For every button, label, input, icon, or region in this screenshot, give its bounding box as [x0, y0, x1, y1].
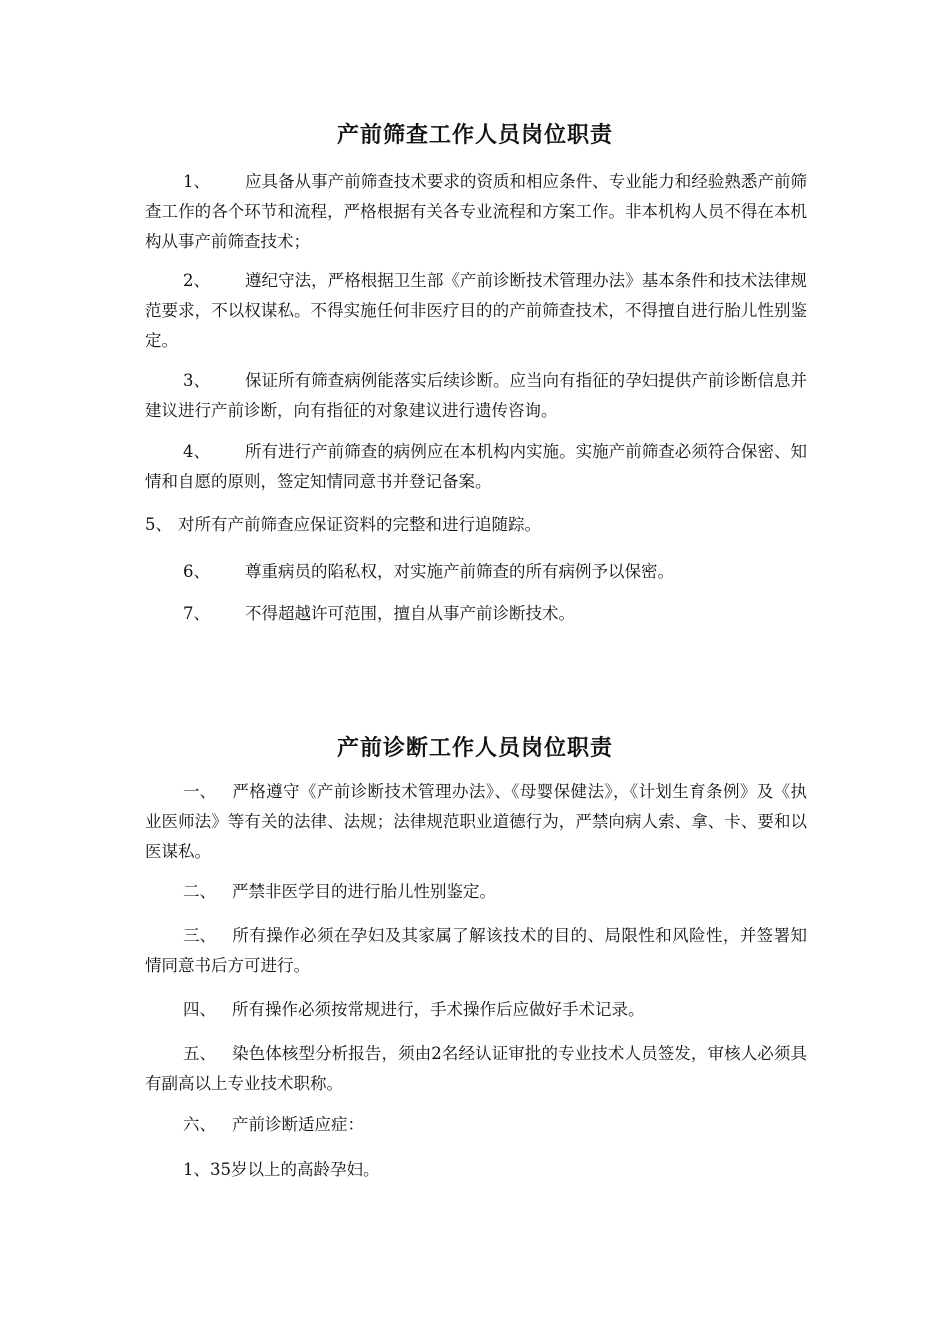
item-text: 所有进行产前筛查的病例应在本机构内实施。实施产前筛查必须符合保密、知情和自愿的原则，签定知情同意书并登记备案。: [145, 442, 807, 491]
section-2-item-2: [145, 877, 807, 907]
item-number: 一、: [183, 782, 216, 801]
section-1-item-6: [145, 557, 807, 587]
item-text: 尊重病员的陷私权，对实施产前筛查的所有病例予以保密。: [245, 562, 674, 581]
item-number: 五、: [183, 1044, 216, 1063]
item-number: 三、: [183, 926, 216, 945]
item-number: 5、: [145, 515, 172, 534]
section-2-item-1: [145, 777, 807, 867]
item-text: 不得超越许可范围，擅自从事产前诊断技术。: [245, 604, 575, 623]
item-text: 所有操作必须按常规进行，手术操作后应做好手术记录。: [232, 1000, 645, 1019]
item-text: 应具备从事产前筛查技术要求的资质和相应条件、专业能力和经验熟悉产前筛查工作的各个环节和流程，严格根据有关各专业流程和方案工作。非本机构人员不得在本机构从事产前筛查技术；: [145, 172, 807, 251]
section-1-title: 产前筛查工作人员岗位职责: [336, 122, 613, 148]
item-text: 对所有产前筛查应保证资料的完整和进行追随踪。: [178, 515, 541, 534]
section-1-item-4: [145, 437, 807, 497]
item-text: 染色体核型分析报告，须由2名经认证审批的专业技术人员签发，审核人必须具有副高以上专业技术职称。: [145, 1044, 807, 1093]
section-2-item-3: [145, 921, 807, 981]
item-number: 六、: [183, 1115, 216, 1134]
item-number: 3、: [183, 371, 210, 390]
item-text: 保证所有筛查病例能落实后续诊断。应当向有指征的孕妇提供产前诊断信息并建议进行产前诊断，向有指征的对象建议进行遗传咨询。: [145, 371, 807, 420]
section-1-item-5: [145, 510, 807, 540]
section-2-subitem-1: [145, 1155, 807, 1185]
section-1-item-1: [145, 167, 807, 257]
item-number: 1、: [183, 172, 210, 191]
section-1-item-7: [145, 599, 807, 629]
item-number: 二、: [183, 882, 216, 901]
item-text: 1、35岁以上的高龄孕妇。: [183, 1160, 380, 1179]
section-2-title: 产前诊断工作人员岗位职责: [336, 735, 613, 761]
item-number: 7、: [183, 604, 210, 623]
section-1-item-3: [145, 366, 807, 426]
item-text: 遵纪守法，严格根据卫生部《产前诊断技术管理办法》基本条件和技术法律规范要求，不以权谋私。不得实施任何非医疗目的的产前筛查技术，不得擅自进行胎儿性别鉴定。: [145, 271, 807, 350]
item-number: 2、: [183, 271, 210, 290]
item-text: 严禁非医学目的进行胎儿性别鉴定。: [232, 882, 496, 901]
section-2-item-4: [145, 995, 807, 1025]
item-text: 产前诊断适应症：: [232, 1115, 364, 1134]
item-number: 6、: [183, 562, 210, 581]
section-2-item-6: [145, 1110, 807, 1140]
item-number: 四、: [183, 1000, 216, 1019]
item-text: 所有操作必须在孕妇及其家属了解该技术的目的、局限性和风险性，并签署知情同意书后方可进行。: [145, 926, 807, 975]
item-number: 4、: [183, 442, 210, 461]
section-2-item-5: [145, 1039, 807, 1099]
section-1-item-2: [145, 266, 807, 356]
item-text: 严格遵守《产前诊断技术管理办法》、《母婴保健法》，《计划生育条例》及《执业医师法》等有关的法律、法规；法律规范职业道德行为，严禁向病人索、拿、卡、要和以医谋私。: [145, 782, 807, 861]
